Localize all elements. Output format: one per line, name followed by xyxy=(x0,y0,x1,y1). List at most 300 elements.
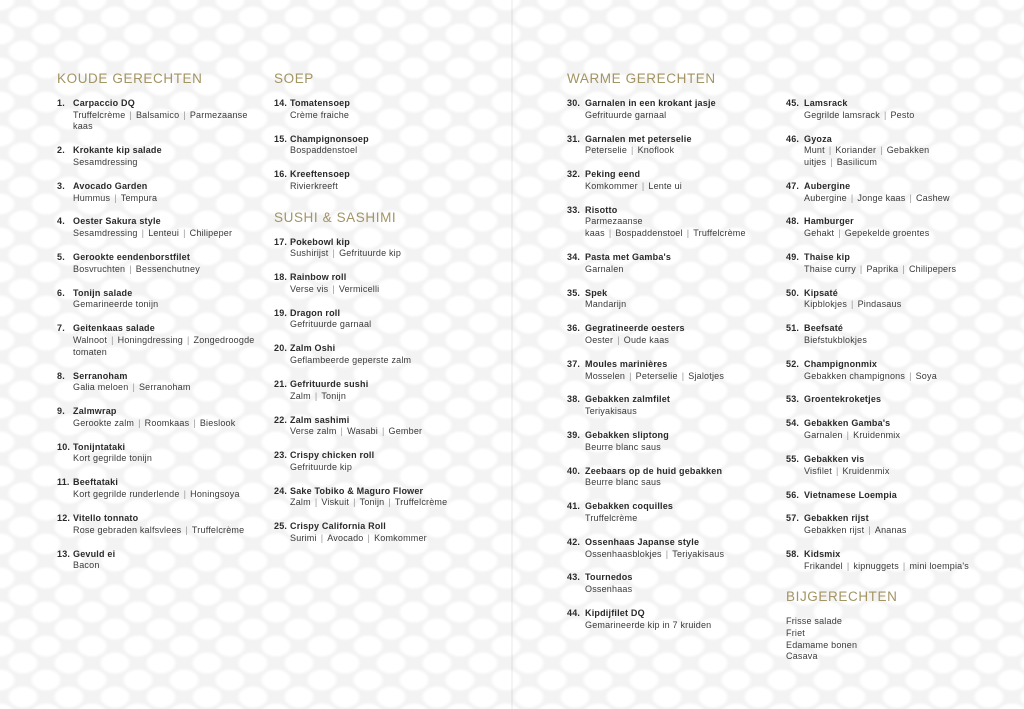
menu-item-number: 37. xyxy=(567,358,581,369)
menu-item-number: 14. xyxy=(274,98,288,108)
menu-item-description xyxy=(274,462,504,474)
menu-item-number: 50. xyxy=(786,287,800,298)
menu-item-name: Crispy chicken roll xyxy=(290,450,375,461)
menu-item xyxy=(274,379,504,402)
menu-item-number: 43. xyxy=(567,572,581,583)
menu-item-heading xyxy=(57,98,262,110)
menu-item-heading xyxy=(274,450,504,462)
menu-item-ingredient: Munt xyxy=(804,145,825,156)
separator: | xyxy=(851,299,854,310)
menu-item-number: 42. xyxy=(567,536,581,547)
menu-item-ingredient: Zongedroogde tomaten xyxy=(73,334,255,357)
menu-item-name: Krokante kip salade xyxy=(73,145,162,156)
side-dish-item: Casava xyxy=(786,651,818,662)
menu-item-name: Groentekroketjes xyxy=(804,394,882,405)
menu-item-ingredient: Chilipepers xyxy=(908,263,957,274)
menu-item-name: Crispy California Roll xyxy=(290,521,386,532)
menu-item-ingredient: Viskuit xyxy=(321,497,350,508)
menu-item xyxy=(57,442,262,465)
menu-item-description xyxy=(274,391,504,403)
menu-item-description xyxy=(274,426,504,438)
separator: | xyxy=(314,390,318,401)
menu-item-ingredient: Peterselie xyxy=(635,370,678,381)
section-title-koude-gerechten: KOUDE GERECHTEN xyxy=(57,71,203,86)
menu-item-ingredient: Serranoham xyxy=(138,382,191,393)
menu-item-ingredient: Oester xyxy=(585,334,614,345)
menu-item-number: 6. xyxy=(57,287,65,298)
menu-item-description xyxy=(274,181,504,193)
menu-item-description xyxy=(57,453,262,465)
menu-item-ingredient: Ananas xyxy=(874,525,907,536)
menu-item-number: 51. xyxy=(786,323,800,334)
menu-item-name: Tonijntataki xyxy=(73,441,126,452)
menu-item-name: Peking eend xyxy=(585,169,641,180)
menu-item-name: Gegratineerde oesters xyxy=(585,323,685,334)
menu-item-name: Garnalen in een krokant jasje xyxy=(585,98,716,108)
menu-item-name: Gerookte eendenborstfilet xyxy=(73,252,191,263)
menu-item-description xyxy=(57,525,262,537)
menu-item-heading xyxy=(786,418,1001,430)
menu-item-ingredient: Truffelcrème xyxy=(73,109,126,120)
menu-item-name: Pasta met Gamba's xyxy=(585,252,672,263)
menu-item-name: Beefsaté xyxy=(804,323,844,334)
menu-item-ingredient: Roomkaas xyxy=(144,417,190,428)
menu-item-heading xyxy=(57,549,262,561)
menu-item-ingredient: Chilipeper xyxy=(189,228,233,239)
menu-item-number: 25. xyxy=(274,521,288,532)
separator: | xyxy=(828,145,832,156)
menu-item-name: Ossenhaas Japanse style xyxy=(585,536,700,547)
menu-item-heading xyxy=(786,181,1001,193)
separator: | xyxy=(129,109,132,120)
menu-item-name: Gebakken vis xyxy=(804,453,865,464)
menu-item-name: Gebakken coquilles xyxy=(585,501,674,512)
menu-item-heading xyxy=(274,134,504,146)
menu-item-name: Vitello tonnato xyxy=(73,512,139,523)
menu-item xyxy=(567,98,777,121)
menu-item-ingredient: Ossenhaas xyxy=(585,584,633,595)
list-koude-gerechten xyxy=(57,98,262,572)
menu-item-ingredient: Vermicelli xyxy=(338,283,380,294)
menu-item-ingredient: Gebakken champignons xyxy=(804,370,906,381)
menu-item xyxy=(57,406,262,429)
menu-item-ingredient: Koriander xyxy=(835,145,877,156)
menu-item xyxy=(274,98,504,121)
menu-item-ingredient: Mosselen xyxy=(585,370,626,381)
menu-item-heading xyxy=(57,216,262,228)
menu-item-heading xyxy=(786,288,1001,300)
menu-item-ingredient: Lente ui xyxy=(648,180,682,191)
section-title-sushi-sashimi: SUSHI & SASHIMI xyxy=(274,209,397,225)
page-fold xyxy=(511,0,513,709)
menu-item-description xyxy=(786,110,1001,122)
menu-item-heading xyxy=(786,323,1001,335)
separator: | xyxy=(868,525,871,536)
menu-item-heading xyxy=(567,252,777,264)
menu-item-ingredient: Garnalen xyxy=(804,430,843,441)
menu-item xyxy=(274,343,504,366)
menu-item-description xyxy=(274,319,504,331)
separator: | xyxy=(846,430,850,441)
menu-item-number: 44. xyxy=(567,608,581,619)
menu-item-ingredient: Bospaddenstoel xyxy=(615,228,683,239)
menu-item-heading xyxy=(274,486,504,498)
separator: | xyxy=(665,548,669,559)
separator: | xyxy=(381,426,385,437)
list-soep xyxy=(274,98,504,193)
separator: | xyxy=(902,263,905,274)
menu-item-ingredient: Sesamdressing xyxy=(73,228,138,239)
separator: | xyxy=(111,334,114,345)
menu-item-description xyxy=(274,145,504,157)
separator: | xyxy=(183,228,186,239)
menu-item-ingredient: Lenteui xyxy=(148,228,180,239)
menu-item-heading xyxy=(57,513,262,525)
menu-item-ingredient: Gefrituurde garnaal xyxy=(585,109,667,120)
menu-item xyxy=(786,216,1001,239)
separator: | xyxy=(185,524,188,535)
menu-item-heading xyxy=(567,572,777,584)
menu-item-description xyxy=(786,335,1001,347)
menu-item-heading xyxy=(57,145,262,157)
menu-item-name: Garnalen met peterselie xyxy=(585,133,692,144)
menu-item-heading xyxy=(786,454,1001,466)
separator: | xyxy=(830,157,833,167)
menu-item-ingredient: Kort gegrilde runderlende xyxy=(73,489,180,500)
list-bijgerechten xyxy=(786,616,1001,662)
separator: | xyxy=(186,334,190,345)
menu-item-ingredient: Galia meloen xyxy=(73,382,129,393)
separator: | xyxy=(129,263,132,274)
menu-item-ingredient: Truffelcrème xyxy=(191,524,245,535)
menu-item-name: Gebakken sliptong xyxy=(585,430,669,441)
menu-item-number: 30. xyxy=(567,98,581,108)
separator: | xyxy=(193,417,196,428)
menu-item xyxy=(786,134,1001,169)
menu-item-heading xyxy=(567,501,777,513)
menu-item-heading xyxy=(57,323,262,335)
menu-item-heading xyxy=(57,406,262,418)
separator: | xyxy=(183,489,187,500)
menu-item-ingredient: Soya xyxy=(915,370,937,381)
menu-item-number: 45. xyxy=(786,98,800,108)
menu-item-ingredient: Wasabi xyxy=(347,426,378,437)
menu-item xyxy=(274,486,504,509)
menu-item-heading xyxy=(567,323,777,335)
menu-item-description xyxy=(567,477,777,489)
menu-item-description xyxy=(57,489,262,501)
menu-item-ingredient: Bosvruchten xyxy=(73,263,126,274)
menu-item-ingredient: Gemarineerde kip in 7 kruiden xyxy=(585,619,712,630)
menu-item-ingredient: Paprika xyxy=(866,263,899,274)
menu-item-heading xyxy=(57,181,262,193)
menu-item-description xyxy=(57,560,262,572)
menu-item-ingredient: Knoflook xyxy=(637,145,675,156)
column-warme-vervolg xyxy=(786,70,1001,663)
menu-item-description xyxy=(274,497,504,509)
menu-item xyxy=(57,145,262,168)
menu-item-name: Kipsaté xyxy=(804,287,838,298)
menu-item-name: Pokebowl kip xyxy=(290,236,350,247)
menu-item-ingredient: Surimi xyxy=(290,533,317,544)
menu-item-description xyxy=(57,157,262,169)
separator: | xyxy=(132,382,135,393)
menu-item-heading xyxy=(567,608,777,620)
menu-item-description xyxy=(567,216,777,239)
menu-item-description xyxy=(567,513,777,525)
menu-item-name: Oester Sakura style xyxy=(73,216,161,227)
menu-item-ingredient: Gebakken rijst xyxy=(804,525,865,536)
menu-item xyxy=(567,430,777,453)
menu-item-number: 19. xyxy=(274,307,288,318)
menu-item-heading xyxy=(274,272,504,284)
menu-item-description xyxy=(567,110,777,122)
menu-item-number: 18. xyxy=(274,272,288,283)
menu-item-description xyxy=(274,110,504,122)
menu-item-ingredient: kipnuggets xyxy=(853,560,899,571)
menu-item-heading xyxy=(274,98,504,110)
menu-item-heading xyxy=(274,379,504,391)
separator: | xyxy=(641,180,645,191)
menu-item-number: 9. xyxy=(57,406,65,417)
separator: | xyxy=(340,426,344,437)
menu-item-ingredient: Rivierkreeft xyxy=(290,180,338,191)
separator: | xyxy=(835,465,839,476)
menu-item-description xyxy=(274,355,504,367)
menu-item-heading xyxy=(567,134,777,146)
menu-item-number: 48. xyxy=(786,216,800,227)
menu-item-ingredient: Walnoot xyxy=(73,334,108,345)
menu-item-ingredient: Gerookte zalm xyxy=(73,417,135,428)
menu-item-heading xyxy=(567,359,777,371)
menu-item-heading xyxy=(567,98,777,110)
menu-item-number: 46. xyxy=(786,133,800,144)
menu-item-ingredient: Gegrilde lamsrack xyxy=(804,109,880,120)
menu-item xyxy=(786,549,1001,572)
section-title-warme-gerechten: WARME GERECHTEN xyxy=(567,71,716,86)
menu-item-heading xyxy=(567,205,777,217)
menu-item-ingredient: Visfilet xyxy=(804,465,832,476)
menu-item-heading xyxy=(274,169,504,181)
menu-item-heading xyxy=(567,394,777,406)
menu-item-ingredient: Avocado xyxy=(327,533,364,544)
menu-item-number: 58. xyxy=(786,549,800,560)
menu-item-name: Sake Tobiko & Maguro Flower xyxy=(290,485,424,496)
menu-item-ingredient: Gefrituurde kip xyxy=(290,461,353,472)
separator: | xyxy=(909,370,912,381)
menu-item xyxy=(274,308,504,331)
menu-item-ingredient: Bessenchutney xyxy=(135,263,200,274)
side-dish-item: Frisse salade xyxy=(786,616,843,627)
menu-item-description xyxy=(786,145,1001,168)
menu-item-description xyxy=(57,110,262,133)
menu-item-name: Gebakken Gamba's xyxy=(804,418,891,429)
separator: | xyxy=(353,497,356,508)
menu-item-name: Geitenkaas salade xyxy=(73,323,155,334)
menu-item-number: 13. xyxy=(57,548,71,559)
separator: | xyxy=(183,109,186,120)
menu-item-ingredient: Beurre blanc saus xyxy=(585,477,661,488)
menu-item-name: Risotto xyxy=(585,204,618,215)
menu-item-name: Serranoham xyxy=(73,370,128,381)
menu-item-heading xyxy=(274,308,504,320)
list-warme-gerechten xyxy=(567,98,777,631)
menu-item-heading xyxy=(274,415,504,427)
menu-item-name: Kreeftensoep xyxy=(290,169,350,180)
menu-item-name: Zalm sashimi xyxy=(290,414,350,425)
menu-item-number: 49. xyxy=(786,252,800,263)
menu-item-description xyxy=(786,561,1001,573)
menu-item-ingredient: Tonijn xyxy=(321,390,347,401)
separator: | xyxy=(617,334,620,345)
menu-item-heading xyxy=(57,442,262,454)
menu-item-description xyxy=(274,248,504,260)
menu-item-description xyxy=(786,299,1001,311)
menu-item-ingredient: Honingsoya xyxy=(190,489,240,500)
menu-item-ingredient: Mandarijn xyxy=(585,299,627,310)
menu-item-ingredient: Cashew xyxy=(915,192,950,203)
menu-item-ingredient: Komkommer xyxy=(374,533,427,544)
menu-item xyxy=(57,181,262,204)
menu-item-heading xyxy=(57,477,262,489)
menu-item-ingredient: Teriyakisaus xyxy=(672,548,725,559)
separator: | xyxy=(367,533,371,544)
menu-item xyxy=(57,477,262,500)
menu-item-ingredient: Verse vis xyxy=(290,283,329,294)
separator: | xyxy=(388,497,391,508)
menu-item-description xyxy=(57,418,262,430)
menu-item-number: 41. xyxy=(567,501,581,512)
menu-item-ingredient: Beurre blanc saus xyxy=(585,441,661,452)
column-warme xyxy=(567,70,777,644)
menu-item-ingredient: Gepekelde groentes xyxy=(844,228,930,239)
menu-item-description xyxy=(57,228,262,240)
menu-item-heading xyxy=(786,490,1001,502)
menu-item-name: Kipdijfilet DQ xyxy=(585,608,645,619)
menu-item-ingredient: Sesamdressing xyxy=(73,157,138,167)
menu-item-description xyxy=(567,620,777,632)
menu-item-description xyxy=(57,335,262,358)
menu-item-ingredient: Aubergine xyxy=(804,192,847,203)
separator: | xyxy=(859,263,863,274)
menu-item xyxy=(786,323,1001,346)
menu-item-ingredient: Truffelcrème xyxy=(394,497,448,508)
menu-item-ingredient: Basilicum xyxy=(836,157,878,167)
menu-item-ingredient: Ossenhaasblokjes xyxy=(585,548,662,559)
menu-item-name: Dragon roll xyxy=(290,307,341,318)
menu-item-description xyxy=(567,264,777,276)
menu-item-number: 22. xyxy=(274,414,288,425)
menu-item-description xyxy=(567,145,777,157)
separator: | xyxy=(838,228,841,239)
menu-item-number: 33. xyxy=(567,204,581,215)
menu-item-name: Moules marinières xyxy=(585,358,668,369)
menu-item xyxy=(786,359,1001,382)
menu-item-number: 39. xyxy=(567,430,581,441)
menu-item xyxy=(786,513,1001,536)
menu-item-name: Spek xyxy=(585,287,608,298)
menu-item-number: 12. xyxy=(57,512,71,523)
menu-item xyxy=(786,288,1001,311)
menu-item xyxy=(57,288,262,311)
menu-item-heading xyxy=(567,169,777,181)
menu-item xyxy=(274,169,504,192)
menu-item xyxy=(567,394,777,417)
menu-item-number: 36. xyxy=(567,323,581,334)
menu-item-name: Zeebaars op de huid gebakken xyxy=(585,465,723,476)
menu-item-ingredient: Biefstukblokjes xyxy=(804,334,868,345)
menu-item-number: 38. xyxy=(567,394,581,405)
menu-item-name: Zalmwrap xyxy=(73,406,117,417)
separator: | xyxy=(846,560,850,571)
menu-item xyxy=(567,466,777,489)
menu-item-ingredient: Gember xyxy=(388,426,423,437)
separator: | xyxy=(332,248,336,259)
menu-item-ingredient: Sjalotjes xyxy=(688,370,725,381)
separator: | xyxy=(608,228,612,239)
menu-item-name: Gebakken rijst xyxy=(804,513,869,524)
separator: | xyxy=(114,192,117,203)
menu-item-heading xyxy=(786,134,1001,146)
menu-item-heading xyxy=(786,216,1001,228)
menu-item-number: 10. xyxy=(57,441,71,452)
menu-item-name: Hamburger xyxy=(804,216,854,227)
menu-item-name: Tomatensoep xyxy=(290,98,351,108)
menu-item xyxy=(786,490,1001,502)
menu-item-heading xyxy=(567,430,777,442)
menu-item-ingredient: Tonijn xyxy=(359,497,385,508)
menu-item-description xyxy=(57,264,262,276)
menu-item-description xyxy=(786,430,1001,442)
menu-item-heading xyxy=(57,288,262,300)
menu-item-description xyxy=(567,299,777,311)
menu-item-heading xyxy=(274,343,504,355)
menu-item-name: Gyoza xyxy=(804,133,833,144)
menu-item-ingredient: Pesto xyxy=(890,109,915,120)
separator: | xyxy=(883,109,887,120)
menu-item-heading xyxy=(57,252,262,264)
menu-item-ingredient: Rose gebraden kalfsvlees xyxy=(73,524,182,535)
menu-item xyxy=(786,252,1001,275)
separator: | xyxy=(314,497,318,508)
section-title-soep: SOEP xyxy=(274,71,314,86)
list-sushi-sashimi xyxy=(274,237,504,545)
menu-item-heading xyxy=(567,466,777,478)
menu-item-name: Aubergine xyxy=(804,180,851,191)
menu-item-description xyxy=(786,371,1001,383)
menu-item-ingredient: Pindasaus xyxy=(857,299,902,310)
menu-item-number: 31. xyxy=(567,133,581,144)
menu-item xyxy=(567,501,777,524)
menu-item xyxy=(57,513,262,536)
menu-item-number: 1. xyxy=(57,98,65,108)
menu-item-ingredient: Jonge kaas xyxy=(857,192,906,203)
menu-item-number: 21. xyxy=(274,378,288,389)
menu-item-description xyxy=(57,299,262,311)
menu-item-description xyxy=(567,335,777,347)
menu-item xyxy=(274,521,504,544)
menu-item-heading xyxy=(786,549,1001,561)
menu-item-description xyxy=(274,284,504,296)
menu-item-number: 11. xyxy=(57,477,70,488)
separator: | xyxy=(320,533,324,544)
menu-item-number: 16. xyxy=(274,169,288,180)
menu-item-ingredient: Teriyakisaus xyxy=(585,406,637,417)
menu-item-description xyxy=(567,442,777,454)
side-dish-item: Edamame bonen xyxy=(786,639,858,650)
menu-item-ingredient: Truffelcrème xyxy=(585,512,638,523)
menu-item xyxy=(567,169,777,192)
